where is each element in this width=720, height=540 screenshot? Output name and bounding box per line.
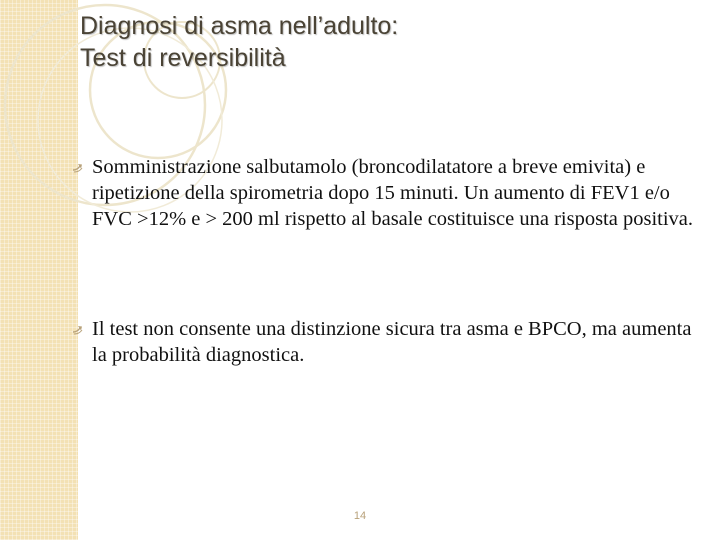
- bullet-item-2: [72, 316, 702, 368]
- bullet-item-1: [72, 154, 702, 232]
- bullet-list: [72, 154, 702, 368]
- bullet-arrow-icon: [72, 161, 86, 173]
- slide-title: [80, 10, 680, 74]
- slide-title-line-1: Diagnosi di asma nell’adulto:: [80, 12, 399, 40]
- bullet-text-2: Il test non consente una distinzione sicura tra asma e BPCO, ma aumenta la probabilità diagnostica.: [92, 318, 692, 366]
- slide-title-line-2: Test di reversibilità: [80, 44, 286, 72]
- bullet-arrow-icon: [72, 323, 86, 335]
- page-number: 14: [353, 510, 367, 522]
- bullet-text-1: Somministrazione salbutamolo (broncodilatatore a breve emivita) e ripetizione della spirometria dopo 15 minuti. Un aumento di FEV1 e/o FVC >12% e > 200 ml rispetto al basale costituisce una risposta positiva.: [92, 156, 694, 230]
